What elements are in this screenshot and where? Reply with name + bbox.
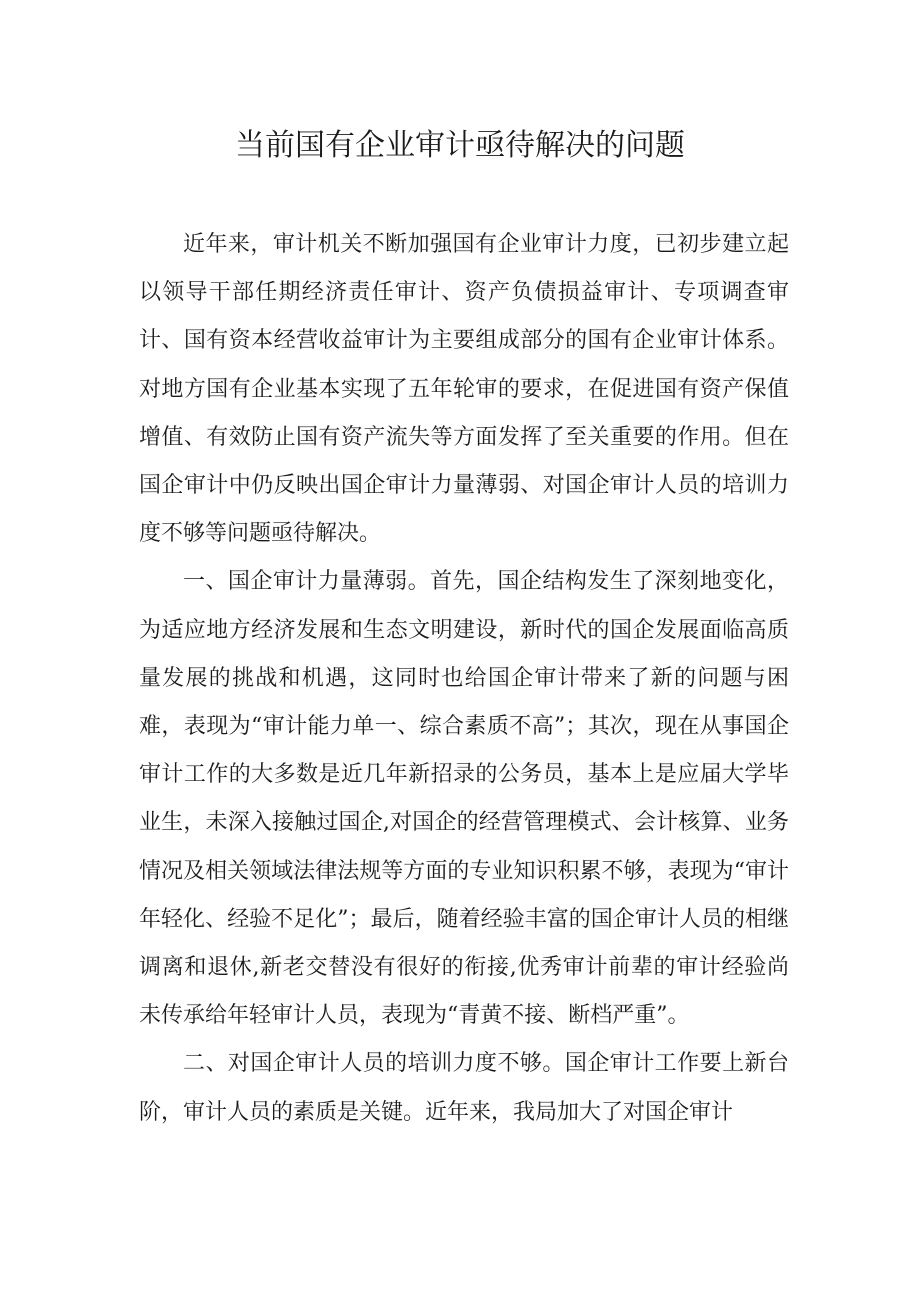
document-body: [139, 221, 789, 1137]
paragraph-section-one: 一、国企审计力量薄弱。首先，国企结构发生了深刻地变化，为适应地方经济发展和生态文明建设，新时代的国企发展面临高质量发展的挑战和机遇，这同时也给国企审计带来了新的问题与困难，表现为“审计能力单一、综合素质不高”；其次，现在从事国企审计工作的大多数是近几年新招录的公务员，基本上是应届大学毕业生，未深入接触过国企,对国企的经营管理模式、会计核算、业务情况及相关领域法律法规等方面的专业知识积累不够，表现为“审计年轻化、经验不足化”；最后，随着经验丰富的国企审计人员的相继调离和退休,新老交替没有很好的衔接,优秀审计前辈的审计经验尚未传承给年轻审计人员，表现为“青黄不接、断档严重”。: [139, 569, 789, 1029]
paragraph-section-two: 二、对国企审计人员的培训力度不够。国企审计工作要上新台阶，审计人员的素质是关键。近年来，我局加大了对国企审计: [139, 1051, 789, 1125]
paragraph-intro: 近年来，审计机关不断加强国有企业审计力度，已初步建立起以领导干部任期经济责任审计、资产负债损益审计、专项调查审计、国有资本经营收益审计为主要组成部分的国有企业审计体系。对地方国有企业基本实现了五年轮审的要求，在促进国有资产保值增值、有效防止国有资产流失等方面发挥了至关重要的作用。但在国企审计中仍反映出国企审计力量薄弱、对国企审计人员的培训力度不够等问题亟待解决。: [139, 232, 789, 547]
document-title: 当前国有企业审计亟待解决的问题: [235, 128, 685, 163]
